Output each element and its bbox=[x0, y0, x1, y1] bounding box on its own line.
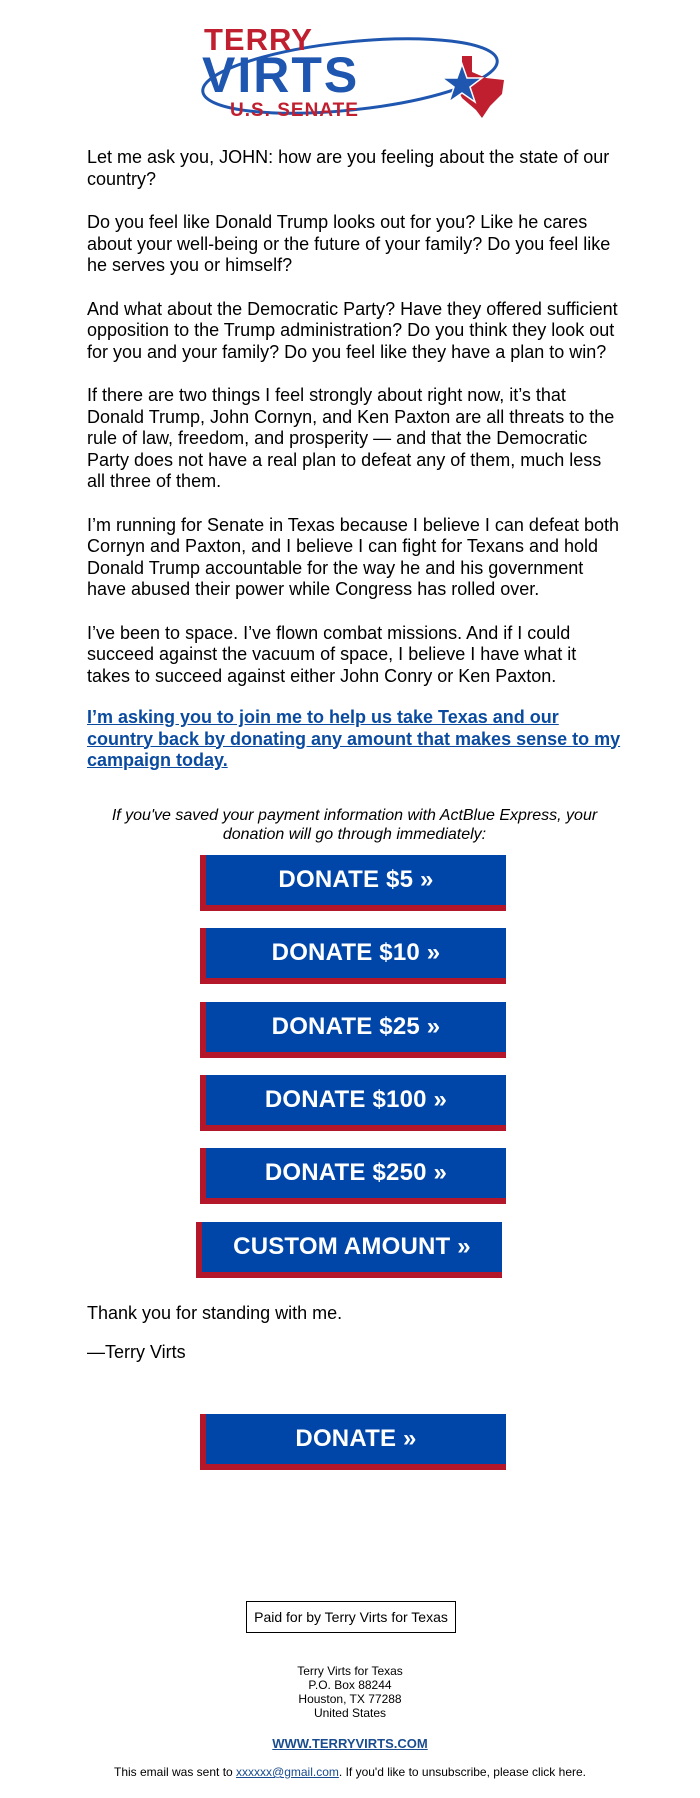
website-link[interactable]: WWW.TERRYVIRTS.COM bbox=[272, 1736, 428, 1751]
actblue-express-note: If you've saved your payment information with ActBlue Express, your donation will go through immediately: bbox=[111, 807, 598, 843]
donate-100-button[interactable]: DONATE $100 » bbox=[200, 1075, 506, 1131]
thanks-line: Thank you for standing with me. bbox=[87, 1303, 343, 1323]
donate-10-button[interactable]: DONATE $10 » bbox=[200, 928, 506, 984]
donate-250-button[interactable]: DONATE $250 » bbox=[200, 1148, 506, 1204]
sent-prefix: This email was sent to bbox=[113, 1765, 237, 1779]
paragraph-1: Let me ask you, JOHN: how are you feeling about the state of our country? bbox=[87, 147, 610, 189]
donate-ask-link[interactable]: I’m asking you to join me to help us take Texas and our country back by donating any amount that makes sense to my campaign today. bbox=[87, 707, 621, 770]
paragraph-3: And what about the Democratic Party? Have they offered sufficient opposition to the Trump administration? Do you think they look out for you and your family? Do you feel like they have a plan to win? bbox=[87, 298, 618, 362]
signature: —Terry Virts bbox=[87, 1342, 186, 1362]
final-donate-button[interactable]: DONATE » bbox=[200, 1414, 506, 1470]
email-body bbox=[87, 147, 622, 772]
logo-terry: TERRY bbox=[204, 22, 313, 57]
paragraph-5: I’m running for Senate in Texas because I believe I can defeat both Cornyn and Paxton, and I believe I can fight for Texans and hold Donald Trump accountable for the way he and his government have abused their power while Congress has rolled over. bbox=[87, 514, 620, 599]
mailing-address bbox=[0, 1664, 700, 1720]
address-line-1: Terry Virts for Texas bbox=[297, 1664, 403, 1678]
address-line-2: P.O. Box 88244 bbox=[308, 1678, 392, 1692]
recipient-email-link[interactable]: xxxxxx@gmail.com bbox=[236, 1765, 339, 1779]
custom-amount-button[interactable]: CUSTOM AMOUNT » bbox=[196, 1222, 502, 1278]
paid-for-disclaimer: Paid for by Terry Virts for Texas bbox=[246, 1601, 456, 1633]
address-line-3: Houston, TX 77288 bbox=[298, 1692, 402, 1706]
terry-virts-logo bbox=[200, 20, 508, 126]
paragraph-2: Do you feel like Donald Trump looks out for you? Like he cares about your well-being or the future of your family? Do you feel like he serves you or himself? bbox=[87, 212, 611, 275]
donate-25-button[interactable]: DONATE $25 » bbox=[200, 1002, 506, 1058]
sent-suffix: . If you'd like to unsubscribe, please click here. bbox=[338, 1765, 586, 1779]
address-line-4: United States bbox=[313, 1706, 387, 1720]
logo-senate: U.S. SENATE bbox=[230, 100, 359, 121]
paragraph-6: I’ve been to space. I’ve flown combat missions. And if I could succeed against the vacuum of space, I believe I have what it takes to succeed against either John Conry or Ken Paxton. bbox=[87, 622, 577, 686]
unsubscribe-notice bbox=[0, 1765, 700, 1779]
paragraph-4: If there are two things I feel strongly about right now, it’s that Donald Trump, John Cornyn, and Ken Paxton are all threats to the rule of law, freedom, and prosperity — and that the Democratic Party does not have a real plan to defeat any of them, much less all three of them. bbox=[87, 385, 615, 491]
donate-5-button[interactable]: DONATE $5 » bbox=[200, 855, 506, 911]
logo-virts: VIRTS bbox=[202, 47, 360, 103]
